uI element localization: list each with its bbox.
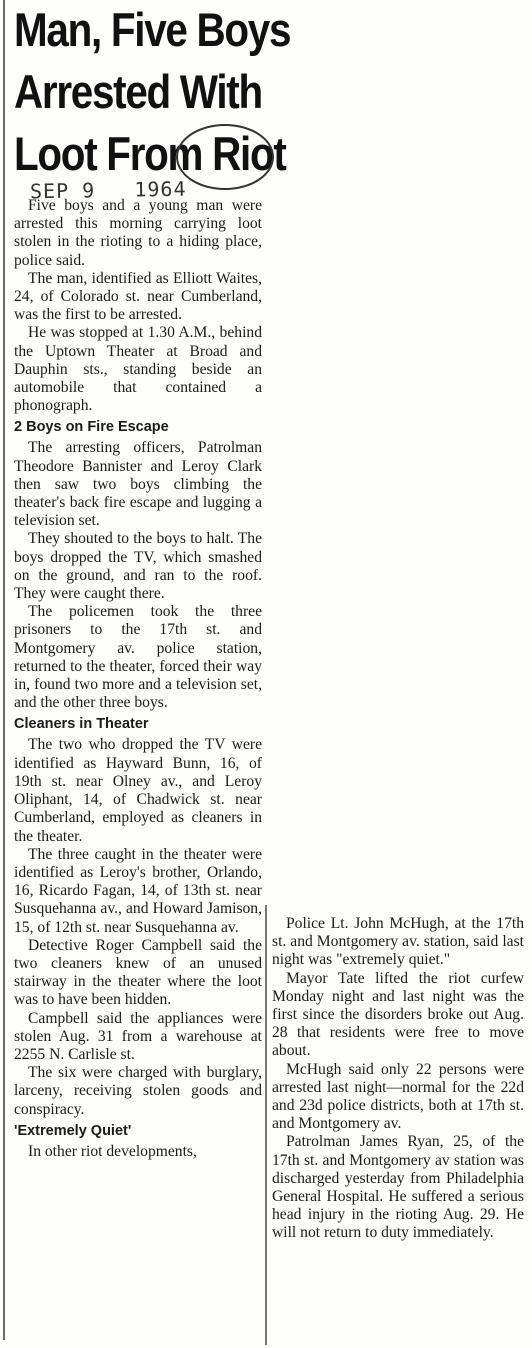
date-stamp: SEP 9 1964 bbox=[29, 176, 187, 204]
paragraph: Detective Roger Campbell said the two cleaners knew of an unused stairway in the theater where the loot was to have been hidden. bbox=[14, 936, 262, 1009]
paragraph: The policemen took the three prisoners to the 17th st. and Montgomery av. police station, returned to the theater, forced their way in, found two more and a television set, and the other three boys. bbox=[14, 603, 262, 712]
headline-line-2: Arrested With bbox=[14, 65, 262, 118]
subheading: 'Extremely Quiet' bbox=[14, 1122, 132, 1139]
subheading: 2 Boys on Fire Escape bbox=[14, 419, 169, 436]
paragraph: Five boys and a young man were arrested this morning carrying loot stolen in the rioting to a hiding place, police said. bbox=[14, 197, 262, 269]
column-border-rule bbox=[3, 0, 5, 1340]
paragraph: The arresting officers, Patrolman Theodore Bannister and Leroy Clark then saw two boys climbing the theater's back fire escape and lugging a television set. bbox=[14, 439, 262, 530]
paragraph: The man, identified as Elliott Waites, 24, of Colorado st. near Cumberland, was the first to be arrested. bbox=[14, 269, 262, 324]
paragraph: In other riot developments, bbox=[28, 1142, 197, 1160]
article-column-left bbox=[14, 197, 262, 1161]
paragraph: Mayor Tate lifted the riot curfew Monday night and last night was the first since the disorders broke out Aug. 28 that residents were free to move about. bbox=[272, 969, 524, 1060]
paragraph: He was stopped at 1.30 A.M., behind the Uptown Theater at Broad and Dauphin sts., standing beside an automobile that contained a phonograph. bbox=[14, 324, 262, 415]
paragraph: McHugh said only 22 persons were arrested last night—normal for the 22d and 23d police districts, both at 17th st. and Montgomery av. bbox=[272, 1060, 524, 1133]
paragraph: Police Lt. John McHugh, at the 17th st. and Montgomery av. station, said last night was "extremely quiet." bbox=[272, 915, 524, 969]
subheading: Cleaners in Theater bbox=[14, 716, 149, 733]
paragraph: The two who dropped the TV were identified as Hayward Bunn, 16, of 19th st. near Olney av., and Leroy Oliphant, 14, of Chadwick st. near Cumberland, employed as cleaners in the theater. bbox=[14, 736, 262, 845]
headline-line-1: Man, Five Boys bbox=[14, 3, 291, 56]
column-divider-rule bbox=[265, 905, 267, 1345]
article-column-right bbox=[272, 915, 524, 1243]
ink-circle-mark bbox=[176, 124, 274, 190]
paragraph: The three caught in the theater were identified as Leroy's brother, Orlando, 16, Ricardo Fagan, 14, of 13th st. near Susquehanna av., and Howard Jamison, 15, of 12th st. near Susquehanna av. bbox=[14, 845, 262, 936]
paragraph: They shouted to the boys to halt. The boys dropped the TV, which smashed on the ground, and ran to the roof. They were caught there. bbox=[14, 530, 262, 603]
paragraph: Campbell said the appliances were stolen Aug. 31 from a warehouse at 2255 N. Carlisle st. bbox=[14, 1009, 262, 1063]
paragraph: Patrolman James Ryan, 25, of the 17th st. and Montgomery av station was discharged yesterday from Philadelphia General Hospital. He suffered a serious head injury in the rioting Aug. 29. He will not return to duty immediately. bbox=[272, 1133, 524, 1242]
paragraph: The six were charged with burglary, larceny, receiving stolen goods and conspiracy. bbox=[14, 1064, 262, 1118]
headline-line-3: Loot From Riot bbox=[14, 127, 286, 180]
